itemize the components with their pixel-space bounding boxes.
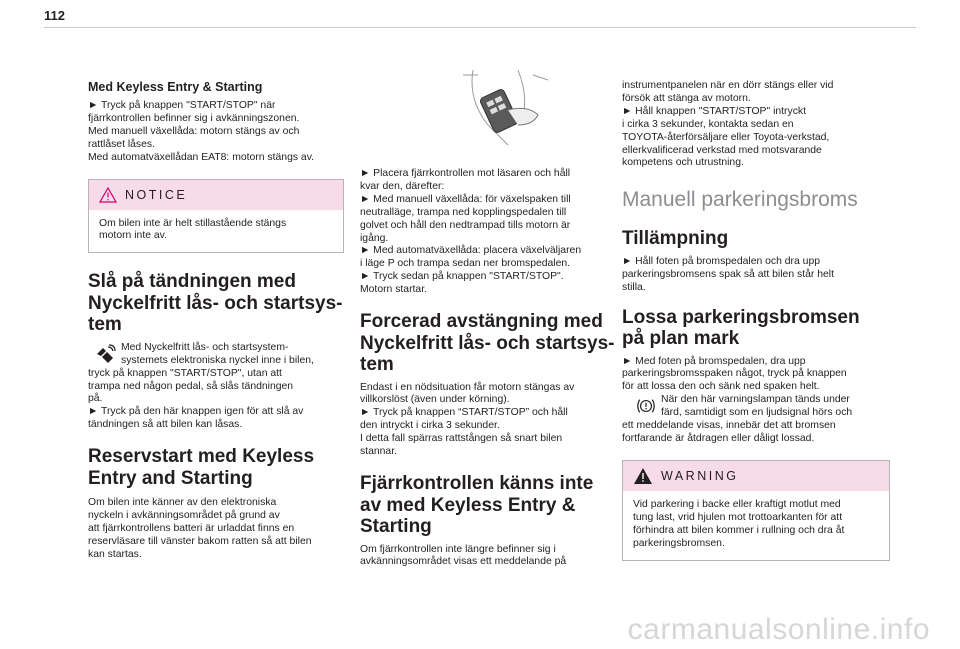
page-number: 112 xyxy=(44,8,65,23)
paragraph: ► Tryck på knappen "START/STOP" när fjärrkontrollen befinner sig i avkänningszonen. Med manuell växellåda: motorn stängs av och rattlåset låses. Med automatväxellådan EAT8: motorn stängs av. xyxy=(88,100,315,163)
watermark: carmanualsonline.info xyxy=(627,613,930,646)
keyless-key-icon xyxy=(94,344,116,366)
notice-box xyxy=(88,179,344,254)
paragraph: Om bilen inte känner av den elektroniska nyckeln i avkänningsområdet på grund av att fjärrkontrollens batteri är urladdat finns en reservläsare till vänster bakom ratten så att bilen kan startas. xyxy=(88,497,312,560)
notice-label: NOTICE xyxy=(125,187,188,202)
paragraph: Endast i en nödsituation får motorn stängas av villkorslöst (även under körning). ► Tryck på knappen “START/STOP” och håll den intryckt i cirka 3 sekunder. I detta fall spärras rattstången så snart bilen stannar. xyxy=(360,381,575,458)
paragraph: Om fjärrkontrollen inte längre befinner sig i avkänningsområdet visas ett meddelande på xyxy=(360,543,567,568)
chapter-title: Manuell parkeringsbroms xyxy=(622,188,858,212)
section-title-keyless: Med Keyless Entry & Starting xyxy=(88,80,263,94)
warning-triangle-icon xyxy=(633,467,653,485)
section-title-backup-start: Reservstart med Keyless Entry and Starting xyxy=(88,446,315,489)
header-rule xyxy=(44,27,916,28)
brake-warning-icon xyxy=(636,396,656,416)
paragraph: Med Nyckelfritt lås- och startsystem- systemets elektroniska nyckel inne i bilen, tryck på knappen "START/STOP", utan att trampa ned någon pedal, så slås tändningen på. ► Tryck på den här knappen igen för att slå av tändningen så att bilen kan låsas. xyxy=(88,341,314,431)
section-title-release-brake: Lossa parkeringsbromsen på plan mark xyxy=(622,306,860,350)
notice-text: Om bilen inte är helt stillastående stängs motorn inte av. xyxy=(99,217,287,242)
section-title-forced-stop: Forcerad avstängning med Nyckelfritt lås- och startsys- tem xyxy=(360,311,615,376)
paragraph: ► Med foten på bromspedalen, dra upp parkeringsbromsspaken något, tryck på knappen för att lossa den och sänk ned spaken helt. xyxy=(622,355,847,393)
warning-box xyxy=(622,460,890,561)
section-title-remote-not-detected: Fjärrkontrollen känns inte av med Keyless Entry & Starting xyxy=(360,473,594,537)
notice-triangle-icon xyxy=(99,187,117,203)
column-middle xyxy=(360,80,616,569)
column-left xyxy=(88,80,344,562)
paragraph: ► Placera fjärrkontrollen mot läsaren och håll kvar den, därefter: ► Med manuell växellåda: för växelspaken till neutralläge, trampa ned kopplingspedalen till golvet och håll den nedtrampad tills motorn är igång. ► Med automatväxellåda: placera växelväljaren i läge P och trampa sedan ner bromspedalen. ► Tryck sedan på knappen "START/STOP". Motorn startar. xyxy=(360,168,582,296)
section-title-ignition: Slå på tändningen med Nyckelfritt lås- och startsys- tem xyxy=(88,271,343,336)
paragraph: instrumentpanelen när en dörr stängs eller vid försök att stänga av motorn. ► Håll knappen "START/STOP" intryckt i cirka 3 sekunder, kontakta sedan en TOYOTA-återförsäljare eller Toyota-verkstad, ellerkvalificerad verkstad med motsvarande kompetens och utrustning. xyxy=(622,80,834,169)
paragraph: ► Håll foten på bromspedalen och dra upp parkeringsbromsens spak så att bilen står helt stilla. xyxy=(622,255,834,293)
section-title-application: Tillämpning xyxy=(622,228,729,250)
key-fob-on-reader-illustration xyxy=(408,70,568,160)
paragraph: När den här varningslampan tänds under färd, samtidigt som en ljudsignal hörs och ett meddelande visas, innebär det att bromsen fortfarande är åtdragen eller dåligt lossad. xyxy=(622,394,853,444)
warning-text: Vid parkering i backe eller kraftigt motlut med tung last, vrid hjulen mot trottoarkanten för att förhindra att bilen kommer i rullning och dra åt parkeringsbromsen. xyxy=(633,498,845,549)
warning-label: WARNING xyxy=(661,468,739,483)
column-right xyxy=(622,80,890,561)
